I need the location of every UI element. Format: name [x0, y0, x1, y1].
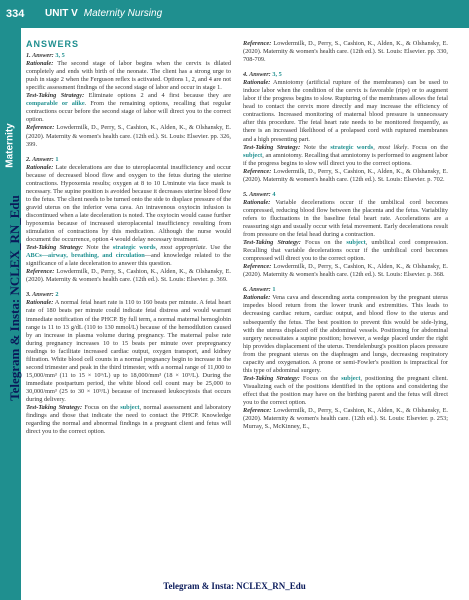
strategy-text: , umbilical cord compression. Recalling that variable decelerations occur if the umbilical cord becomes compressed will direct you to the correct option.	[243, 239, 448, 263]
rationale-label: Rationale:	[26, 299, 54, 307]
strategy-text: , positioning the pregnant client. Visualizing each of the positions identified in the options and considering the effect that the position may have on the birthing parent and the fetus will direct you to the correct option.	[243, 374, 448, 406]
answer-item	[26, 156, 231, 285]
test-taking-strategy	[243, 144, 448, 168]
answer-label: 1. Answer:	[26, 52, 56, 60]
rationale	[26, 164, 231, 244]
reference	[243, 263, 448, 279]
answer-line	[243, 286, 448, 294]
answer-value: 2	[55, 291, 59, 299]
reference	[26, 124, 231, 148]
strategy-label: Test-Taking Strategy:	[26, 92, 85, 100]
rationale-label: Rationale:	[243, 294, 271, 302]
rationale-text: Vena cava and descending aorta compression by the pregnant uterus impedes blood return from the lower trunk and extremities. This leads to decreasing cardiac return, cardiac output, and blood flow to the uterus and subsequently the fetus. The best position to prevent this would be side-lying, with the uterus displaced off the abdominal vessels. Positioning for abdominal surgery necessitates a supine position; however, a wedge placed under the right hip provides displacement of the uterus. Trendelenburg's position places pressure from the pregnant uterus on the diaphragm and lungs, decreasing respiratory capacity and oxygenation. A prone or semi-Fowler's position is impractical for this type of abdominal surgery.	[243, 294, 448, 374]
reference-text: Lowdermilk, D., Perry, S., Cashion, K., Alden, K., & Olshansky, E. (2020). Maternity & women's health care. (12th ed.). St. Louis: Elsevier. pp. 326, 399.	[26, 124, 231, 148]
reference-label: Reference:	[243, 167, 272, 175]
strategy-text: Note the	[83, 244, 113, 252]
answer-value: 3, 5	[55, 52, 65, 60]
reference-label: Reference:	[26, 124, 55, 132]
reference-label: Reference:	[243, 263, 272, 271]
unit-label: UNIT V	[45, 8, 78, 19]
test-taking-strategy	[243, 239, 448, 263]
rationale	[243, 199, 448, 239]
rationale-text: Variable decelerations occur if the umbilical cord becomes compressed, reducing blood flow between the placenta and the fetus. Variability refers to fluctuations in the baseline fetal heart rate. Accelerations are a reassuring sign and usually occur with fetal movement. Early decelerations result from pressure on the fetal head during a contraction.	[243, 198, 448, 239]
rationale-text: A normal fetal heart rate is 110 to 160 beats per minute. A fetal heart rate of 180 beats per minute could indicate fetal distress and would warrant immediate notification of the PHCP. By full term, a normal maternal hemoglobin range is 11 to 13 g/dL (110 to 130 mmol/L) because of the hemodilution caused by an increase in plasma volume during pregnancy. The maternal pulse rate during pregnancy increases 10 to 15 beats per minute over prepregnancy readings to facilitate increased cardiac output, oxygen transport, and kidney filtration. White blood cell counts in a normal pregnancy begin to increase in the second trimester and peak in the third trimester, with a normal range of 11,000 to 15,000/mm³ (11 to 15 × 10⁹/L) up to 18,000/mm³ (18 × 10⁹/L). During the immediate postpartum period, the white blood cell count may be 25,000 to 30,000/mm³ (25 to 30 × 10⁹/L) because of increased leukocytosis that occurs during delivery.	[26, 299, 231, 403]
rationale-label: Rationale:	[243, 79, 271, 87]
answer-label: 4. Answer:	[243, 71, 273, 79]
strategy-highlight: subject	[243, 151, 263, 159]
strategy-text: —and knowledge related to the significance of a late deceleration to answer this question.	[26, 252, 231, 268]
strategy-highlight: subject	[346, 239, 366, 247]
answer-value: 1	[272, 286, 276, 294]
rationale-text: Late decelerations are due to uteroplacental insufficiency and occur because of decreased blood flow and oxygen to the fetus during the uterine contractions. Hypoxemia results; oxygen at 8 to 10 L/minute via face mask is necessary. The supine position is avoided because it decreases uterine blood flow to the fetus. The client needs to be turned onto the side to displace pressure of the gravid uterus on the inferior vena cava. An intravenous oxytocin infusion is discontinued when a late deceleration is noted. The oxytocin would cause further hypoxemia because of increased uteroplacental insufficiency resulting from stimulation of contractions by this medication. Although the nurse would document the occurrence, option 4 would delay necessary treatment.	[26, 163, 231, 244]
strategy-label: Test-Taking Strategy:	[26, 404, 83, 412]
strategy-text: Focus on the	[82, 404, 121, 412]
strategy-label: Test-Taking Strategy:	[243, 143, 301, 151]
strategy-highlight: strategic words	[112, 244, 156, 252]
answer-line	[26, 291, 231, 299]
reference-text: Lowdermilk, D., Perry, S., Cashion, K., Alden, K., & Olshansky, E. (2020). Maternity & women's health care. (12th ed.). St. Louis: Elsevier. pp. 330, 708-709.	[243, 40, 448, 64]
answer-label: 6. Answer:	[243, 286, 273, 294]
test-taking-strategy	[26, 244, 231, 268]
reference	[243, 40, 448, 64]
strategy-highlight: comparable or alike	[26, 100, 85, 108]
strategy-text: Note the	[300, 143, 331, 151]
answer-item	[243, 191, 448, 280]
reference	[243, 168, 448, 184]
rationale-text: Amniotomy (artificial rupture of the membranes) can be used to induce labor when the condition of the cervix is favorable (ripe) or to augment labor if the progress begins to slow. Rupturing of the membranes allows the fetal head to contact the cervix more directly and may increase the efficiency of contractions. Increased monitoring of maternal blood pressure is unnecessary after this procedure. The fetal heart rate needs to be monitored frequently, as there is an increased likelihood of a prolapsed cord with ruptured membranes and a high presenting part.	[243, 79, 448, 143]
reference	[243, 407, 448, 431]
strategy-highlight: subject	[120, 404, 140, 412]
reference-label: Reference:	[243, 407, 272, 415]
answer-label: 2. Answer:	[26, 155, 56, 163]
rationale	[26, 299, 231, 404]
answer-item	[243, 71, 448, 184]
strategy-text: Focus on the	[300, 239, 347, 247]
reference-label: Reference:	[26, 268, 55, 276]
reference-text: Lowdermilk, D., Perry, S., Cashion, K., Alden, K., & Olshansky, E. (2020). Maternity & women's health care. (12th ed.). St. Louis: Elsevier. p. 702.	[243, 167, 448, 183]
strategy-text: , an amniotomy. Recalling that amniotomy is performed to augment labor if the progress begins to slow will direct you to the correct options.	[243, 151, 448, 167]
answer-label: 3. Answer:	[26, 291, 56, 299]
answer-item	[26, 291, 231, 436]
right-column	[243, 40, 448, 438]
strategy-highlight-words: , most likely	[373, 143, 408, 151]
strategy-text: . Use the	[205, 244, 232, 252]
answer-item	[243, 40, 448, 64]
answer-line	[26, 52, 231, 60]
rationale	[243, 79, 448, 143]
strategy-highlight: subject	[341, 374, 361, 382]
answer-value: 4	[272, 190, 276, 198]
strategy-highlight-words: , most appropriate	[155, 244, 206, 252]
left-column	[26, 40, 231, 443]
test-taking-strategy	[26, 92, 231, 124]
running-head	[45, 8, 162, 19]
reference-text: Lowdermilk, D., Perry, S., Cashion, K., Alden, K., & Olshansky, E. (2020). Maternity & women's health care. (12th ed.). St. Louis: Elsevier. p. 368.	[243, 263, 448, 279]
answer-label: 5. Answer:	[243, 190, 273, 198]
answer-value: 1	[55, 155, 59, 163]
rationale-label: Rationale:	[26, 163, 54, 171]
rationale-label: Rationale:	[243, 198, 271, 206]
side-tab-label: Maternity	[4, 123, 16, 168]
page-number: 334	[6, 8, 25, 20]
rationale-text: The second stage of labor begins when the cervix is dilated completely and ends with birth of the neonate. The client has a strong urge to push in stage 2 when the Ferguson reflex is activated. Options 1, 2, and 4 are not specific assessment findings of the second stage of labor and occur in stage 1.	[26, 60, 231, 92]
strategy-text: Eliminate options 2 and 4 first because they are	[84, 92, 231, 100]
reference-label: Reference:	[243, 40, 272, 47]
strategy-text: . Focus on the	[407, 143, 449, 151]
answer-line	[243, 191, 448, 199]
reference	[26, 268, 231, 284]
strategy-highlight: strategic words	[330, 143, 374, 151]
answer-item	[243, 286, 448, 431]
rationale	[26, 60, 231, 92]
reference-text: Lowdermilk, D., Perry, S., Cashion, K., Alden, K., & Olshansky, E. (2020). Maternity & women's health care. (12th ed.). St. Louis: Elsevier. p. 369.	[26, 268, 231, 284]
answer-item	[26, 52, 231, 149]
test-taking-strategy	[26, 404, 231, 436]
unit-title: Maternity Nursing	[83, 8, 163, 19]
rationale	[243, 294, 448, 374]
page-header	[0, 0, 469, 28]
strategy-label: Test-Taking Strategy:	[26, 244, 84, 252]
strategy-highlight: ABCs—airway, breathing, and circulation	[26, 252, 145, 260]
vertical-watermark: Telegram & Insta: NCLEX_RN_Edu	[7, 195, 22, 401]
rationale-label: Rationale:	[26, 60, 54, 68]
strategy-text: , normal assessment and laboratory findings and those that indicate the need to contact the PHCP. Knowledge regarding the normal and abnormal findings in a pregnant client and fetus will direct you to the correct option.	[26, 404, 231, 436]
answer-line	[243, 71, 448, 79]
answer-value: 3, 5	[272, 71, 282, 79]
strategy-label: Test-Taking Strategy:	[243, 374, 300, 382]
reference-text: Lowdermilk, D., Perry, S., Cashion, K., Alden, K., & Olshansky, E. (2020). Maternity & women's health care. (12th ed.). St. Louis: Elsevier. p. 253; Murray, S., McKinney, E.,	[243, 407, 448, 431]
strategy-text: Focus on the	[299, 374, 342, 382]
test-taking-strategy	[243, 375, 448, 407]
section-title: ANSWERS	[26, 39, 80, 49]
answer-line	[26, 156, 231, 164]
strategy-text: . From the remaining options, recalling that regular contractions occur before the second stage of labor will direct you to the correct option.	[26, 100, 231, 124]
bottom-watermark: Telegram & Insta: NCLEX_RN_Edu	[163, 581, 306, 591]
strategy-label: Test-Taking Strategy:	[243, 239, 301, 247]
